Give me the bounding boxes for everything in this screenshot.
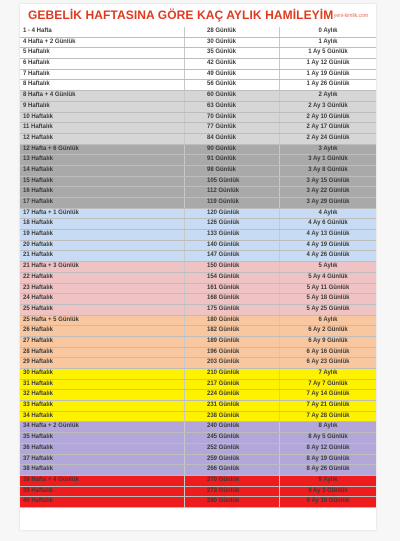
day-cell: 112 Günlük	[185, 187, 280, 197]
week-cell: 34 Hafta + 2 Günlük	[20, 422, 185, 432]
table-row	[20, 455, 376, 466]
table-row	[20, 422, 376, 433]
week-cell: 12 Hafta + 6 Günlük	[20, 145, 185, 155]
week-cell: 29 Haftalık	[20, 358, 185, 368]
day-cell: 147 Günlük	[185, 251, 280, 261]
week-cell: 18 Haftalık	[20, 219, 185, 229]
month-cell: 3 Ay 22 Günlük	[306, 188, 350, 195]
day-cell: 240 Günlük	[185, 422, 280, 432]
month-cell: 3 Ay 15 Günlük	[306, 177, 350, 184]
day-cell: 252 Günlük	[185, 444, 280, 454]
week-cell: 13 Haftalık	[20, 155, 185, 165]
table-row	[20, 70, 376, 81]
day-cell: 175 Günlük	[185, 305, 280, 315]
table-row	[20, 166, 376, 177]
month-cell: 6 Ay 16 Günlük	[306, 348, 350, 355]
month-cell: 9 Ay 10 Günlük	[306, 498, 350, 505]
table-row	[20, 326, 376, 337]
table-row	[20, 102, 376, 113]
month-cell: 9 Ay 3 Günlük	[308, 487, 348, 494]
day-cell: 245 Günlük	[185, 433, 280, 443]
table-row	[20, 241, 376, 252]
table-row	[20, 80, 376, 91]
week-cell: 7 Haftalık	[20, 70, 185, 80]
day-cell: 63 Günlük	[185, 102, 280, 112]
month-cell: 5 Ay 18 Günlük	[306, 295, 350, 302]
month-cell: 5 Ay 4 Günlük	[308, 273, 348, 280]
table-row	[20, 251, 376, 262]
pregnancy-table	[20, 27, 376, 508]
week-cell: 33 Haftalık	[20, 401, 185, 411]
day-cell: 30 Günlük	[185, 38, 280, 48]
site-watermark: yeni-kimlik.com	[333, 13, 368, 19]
table-row	[20, 305, 376, 316]
week-cell: 8 Hafta + 4 Günlük	[20, 91, 185, 101]
table-row	[20, 262, 376, 273]
table-row	[20, 209, 376, 220]
day-cell: 210 Günlük	[185, 369, 280, 379]
table-row	[20, 497, 376, 508]
day-cell: 203 Günlük	[185, 358, 280, 368]
day-cell: 35 Günlük	[185, 48, 280, 58]
header	[20, 4, 376, 26]
month-cell: 5 Ay 25 Günlük	[306, 305, 350, 312]
day-cell: 105 Günlük	[185, 177, 280, 187]
week-cell: 15 Haftalık	[20, 177, 185, 187]
week-cell: 21 Haftalık	[20, 251, 185, 261]
day-cell: 266 Günlük	[185, 465, 280, 475]
month-cell: 1 Ay 5 Günlük	[308, 49, 348, 56]
week-cell: 20 Haftalık	[20, 241, 185, 251]
month-cell: 7 Ay 7 Günlük	[308, 380, 348, 387]
day-cell: 259 Günlük	[185, 455, 280, 465]
table-row	[20, 476, 376, 487]
month-cell: 1 Ay 12 Günlük	[306, 60, 350, 67]
day-cell: 154 Günlük	[185, 273, 280, 283]
month-cell: 4 Ay 6 Günlük	[308, 220, 348, 227]
table-row	[20, 337, 376, 348]
month-cell: 5 Aylık	[318, 263, 338, 270]
week-cell: 25 Haftalık	[20, 305, 185, 315]
day-cell: 280 Günlük	[185, 497, 280, 507]
week-cell: 26 Haftalık	[20, 326, 185, 336]
table-row	[20, 219, 376, 230]
day-cell: 77 Günlük	[185, 123, 280, 133]
table-row	[20, 27, 376, 38]
table-row	[20, 380, 376, 391]
week-cell: 25 Hafta + 5 Günlük	[20, 316, 185, 326]
month-cell: 1 Ay 19 Günlük	[306, 70, 350, 77]
week-cell: 9 Haftalık	[20, 102, 185, 112]
week-cell: 39 Haftalık	[20, 487, 185, 497]
month-cell: 2 Ay 10 Günlük	[306, 113, 350, 120]
table-row	[20, 113, 376, 124]
month-cell: 4 Ay 26 Günlük	[306, 252, 350, 259]
day-cell: 90 Günlük	[185, 145, 280, 155]
day-cell: 161 Günlük	[185, 284, 280, 294]
month-cell: 8 Ay 19 Günlük	[306, 455, 350, 462]
month-cell: 6 Ay 2 Günlük	[308, 327, 348, 334]
day-cell: 140 Günlük	[185, 241, 280, 251]
day-cell: 119 Günlük	[185, 198, 280, 208]
month-cell: 8 Ay 26 Günlük	[306, 466, 350, 473]
week-cell: 8 Haftalık	[20, 80, 185, 90]
table-row	[20, 294, 376, 305]
table-row	[20, 59, 376, 70]
day-cell: 91 Günlük	[185, 155, 280, 165]
week-cell: 5 Haftalık	[20, 48, 185, 58]
week-cell: 21 Hafta + 3 Günlük	[20, 262, 185, 272]
day-cell: 84 Günlük	[185, 134, 280, 144]
day-cell: 217 Günlük	[185, 380, 280, 390]
month-cell: 2 Ay 3 Günlük	[308, 102, 348, 109]
day-cell: 168 Günlük	[185, 294, 280, 304]
day-cell: 182 Günlük	[185, 326, 280, 336]
table-row	[20, 48, 376, 59]
week-cell: 28 Haftalık	[20, 348, 185, 358]
day-cell: 189 Günlük	[185, 337, 280, 347]
day-cell: 180 Günlük	[185, 316, 280, 326]
day-cell: 224 Günlük	[185, 390, 280, 400]
day-cell: 238 Günlük	[185, 412, 280, 422]
month-cell: 2 Aylık	[318, 92, 338, 99]
month-cell: 7 Ay 28 Günlük	[306, 412, 350, 419]
month-cell: 4 Aylık	[318, 209, 338, 216]
table-row	[20, 230, 376, 241]
table-row	[20, 155, 376, 166]
week-cell: 24 Haftalık	[20, 294, 185, 304]
table-row	[20, 91, 376, 102]
week-cell: 38 Haftalık	[20, 465, 185, 475]
week-cell: 22 Haftalık	[20, 273, 185, 283]
week-cell: 4 Hafta + 2 Günlük	[20, 38, 185, 48]
day-cell: 120 Günlük	[185, 209, 280, 219]
page-title: GEBELİK HAFTASINA GÖRE KAÇ AYLIK HAMİLEYİM	[28, 8, 334, 22]
month-cell: 0 Aylık	[318, 28, 338, 34]
week-cell: 1 - 4 Hafta	[20, 27, 185, 37]
table-row	[20, 316, 376, 327]
table-row	[20, 38, 376, 49]
week-cell: 34 Haftalık	[20, 412, 185, 422]
month-cell: 8 Aylık	[318, 423, 338, 430]
table-row	[20, 198, 376, 209]
week-cell: 31 Haftalık	[20, 380, 185, 390]
day-cell: 70 Günlük	[185, 113, 280, 123]
day-cell: 150 Günlük	[185, 262, 280, 272]
day-cell: 126 Günlük	[185, 219, 280, 229]
month-cell: 6 Ay 9 Günlük	[308, 337, 348, 344]
table-row	[20, 369, 376, 380]
month-cell: 5 Ay 11 Günlük	[306, 284, 350, 291]
week-cell: 19 Haftalık	[20, 230, 185, 240]
week-cell: 37 Haftalık	[20, 455, 185, 465]
month-cell: 1 Aylık	[318, 38, 338, 45]
week-cell: 16 Haftalık	[20, 187, 185, 197]
table-row	[20, 433, 376, 444]
week-cell: 17 Haftalık	[20, 198, 185, 208]
table-row	[20, 465, 376, 476]
day-cell: 49 Günlük	[185, 70, 280, 80]
day-cell: 28 Günlük	[185, 27, 280, 37]
month-cell: 3 Ay 8 Günlük	[308, 166, 348, 173]
table-row	[20, 348, 376, 359]
table-row	[20, 145, 376, 156]
week-cell: 14 Haftalık	[20, 166, 185, 176]
day-cell: 231 Günlük	[185, 401, 280, 411]
week-cell: 12 Haftalık	[20, 134, 185, 144]
month-cell: 2 Ay 17 Günlük	[306, 124, 350, 131]
day-cell: 196 Günlük	[185, 348, 280, 358]
table-row	[20, 487, 376, 498]
week-cell: 23 Haftalık	[20, 284, 185, 294]
month-cell: 7 Ay 21 Günlük	[306, 402, 350, 409]
document-sheet	[20, 4, 376, 530]
month-cell: 6 Ay 23 Günlük	[306, 359, 350, 366]
month-cell: 6 Aylık	[318, 316, 338, 323]
week-cell: 35 Haftalık	[20, 433, 185, 443]
table-row	[20, 123, 376, 134]
day-cell: 42 Günlük	[185, 59, 280, 69]
week-cell: 6 Haftalık	[20, 59, 185, 69]
month-cell: 8 Ay 5 Günlük	[308, 434, 348, 441]
day-cell: 270 Günlük	[185, 476, 280, 486]
month-cell: 3 Ay 1 Günlük	[308, 156, 348, 163]
month-cell: 8 Ay 12 Günlük	[306, 444, 350, 451]
table-row	[20, 401, 376, 412]
day-cell: 56 Günlük	[185, 80, 280, 90]
table-row	[20, 177, 376, 188]
week-cell: 11 Haftalık	[20, 123, 185, 133]
month-cell: 1 Ay 26 Günlük	[306, 81, 350, 88]
table-row	[20, 134, 376, 145]
week-cell: 38 Hafta + 4 Günlük	[20, 476, 185, 486]
table-row	[20, 273, 376, 284]
week-cell: 17 Hafta + 1 Günlük	[20, 209, 185, 219]
week-cell: 30 Haftalık	[20, 369, 185, 379]
table-row	[20, 390, 376, 401]
month-cell: 7 Aylık	[318, 370, 338, 376]
month-cell: 7 Ay 14 Günlük	[306, 391, 350, 398]
table-row	[20, 187, 376, 198]
month-cell: 3 Aylık	[318, 145, 338, 152]
day-cell: 60 Günlük	[185, 91, 280, 101]
table-row	[20, 284, 376, 295]
table-row	[20, 358, 376, 369]
day-cell: 273 Günlük	[185, 487, 280, 497]
week-cell: 32 Haftalık	[20, 390, 185, 400]
day-cell: 98 Günlük	[185, 166, 280, 176]
month-cell: 4 Ay 19 Günlük	[306, 241, 350, 248]
week-cell: 36 Haftalık	[20, 444, 185, 454]
month-cell: 2 Ay 24 Günlük	[306, 134, 350, 141]
month-cell: 9 Aylık	[318, 476, 338, 483]
table-row	[20, 412, 376, 423]
week-cell: 10 Haftalık	[20, 113, 185, 123]
month-cell: 4 Ay 13 Günlük	[306, 231, 350, 238]
table-row	[20, 444, 376, 455]
day-cell: 133 Günlük	[185, 230, 280, 240]
week-cell: 40 Haftalık	[20, 497, 185, 507]
month-cell: 3 Ay 29 Günlük	[306, 199, 350, 205]
week-cell: 27 Haftalık	[20, 337, 185, 347]
